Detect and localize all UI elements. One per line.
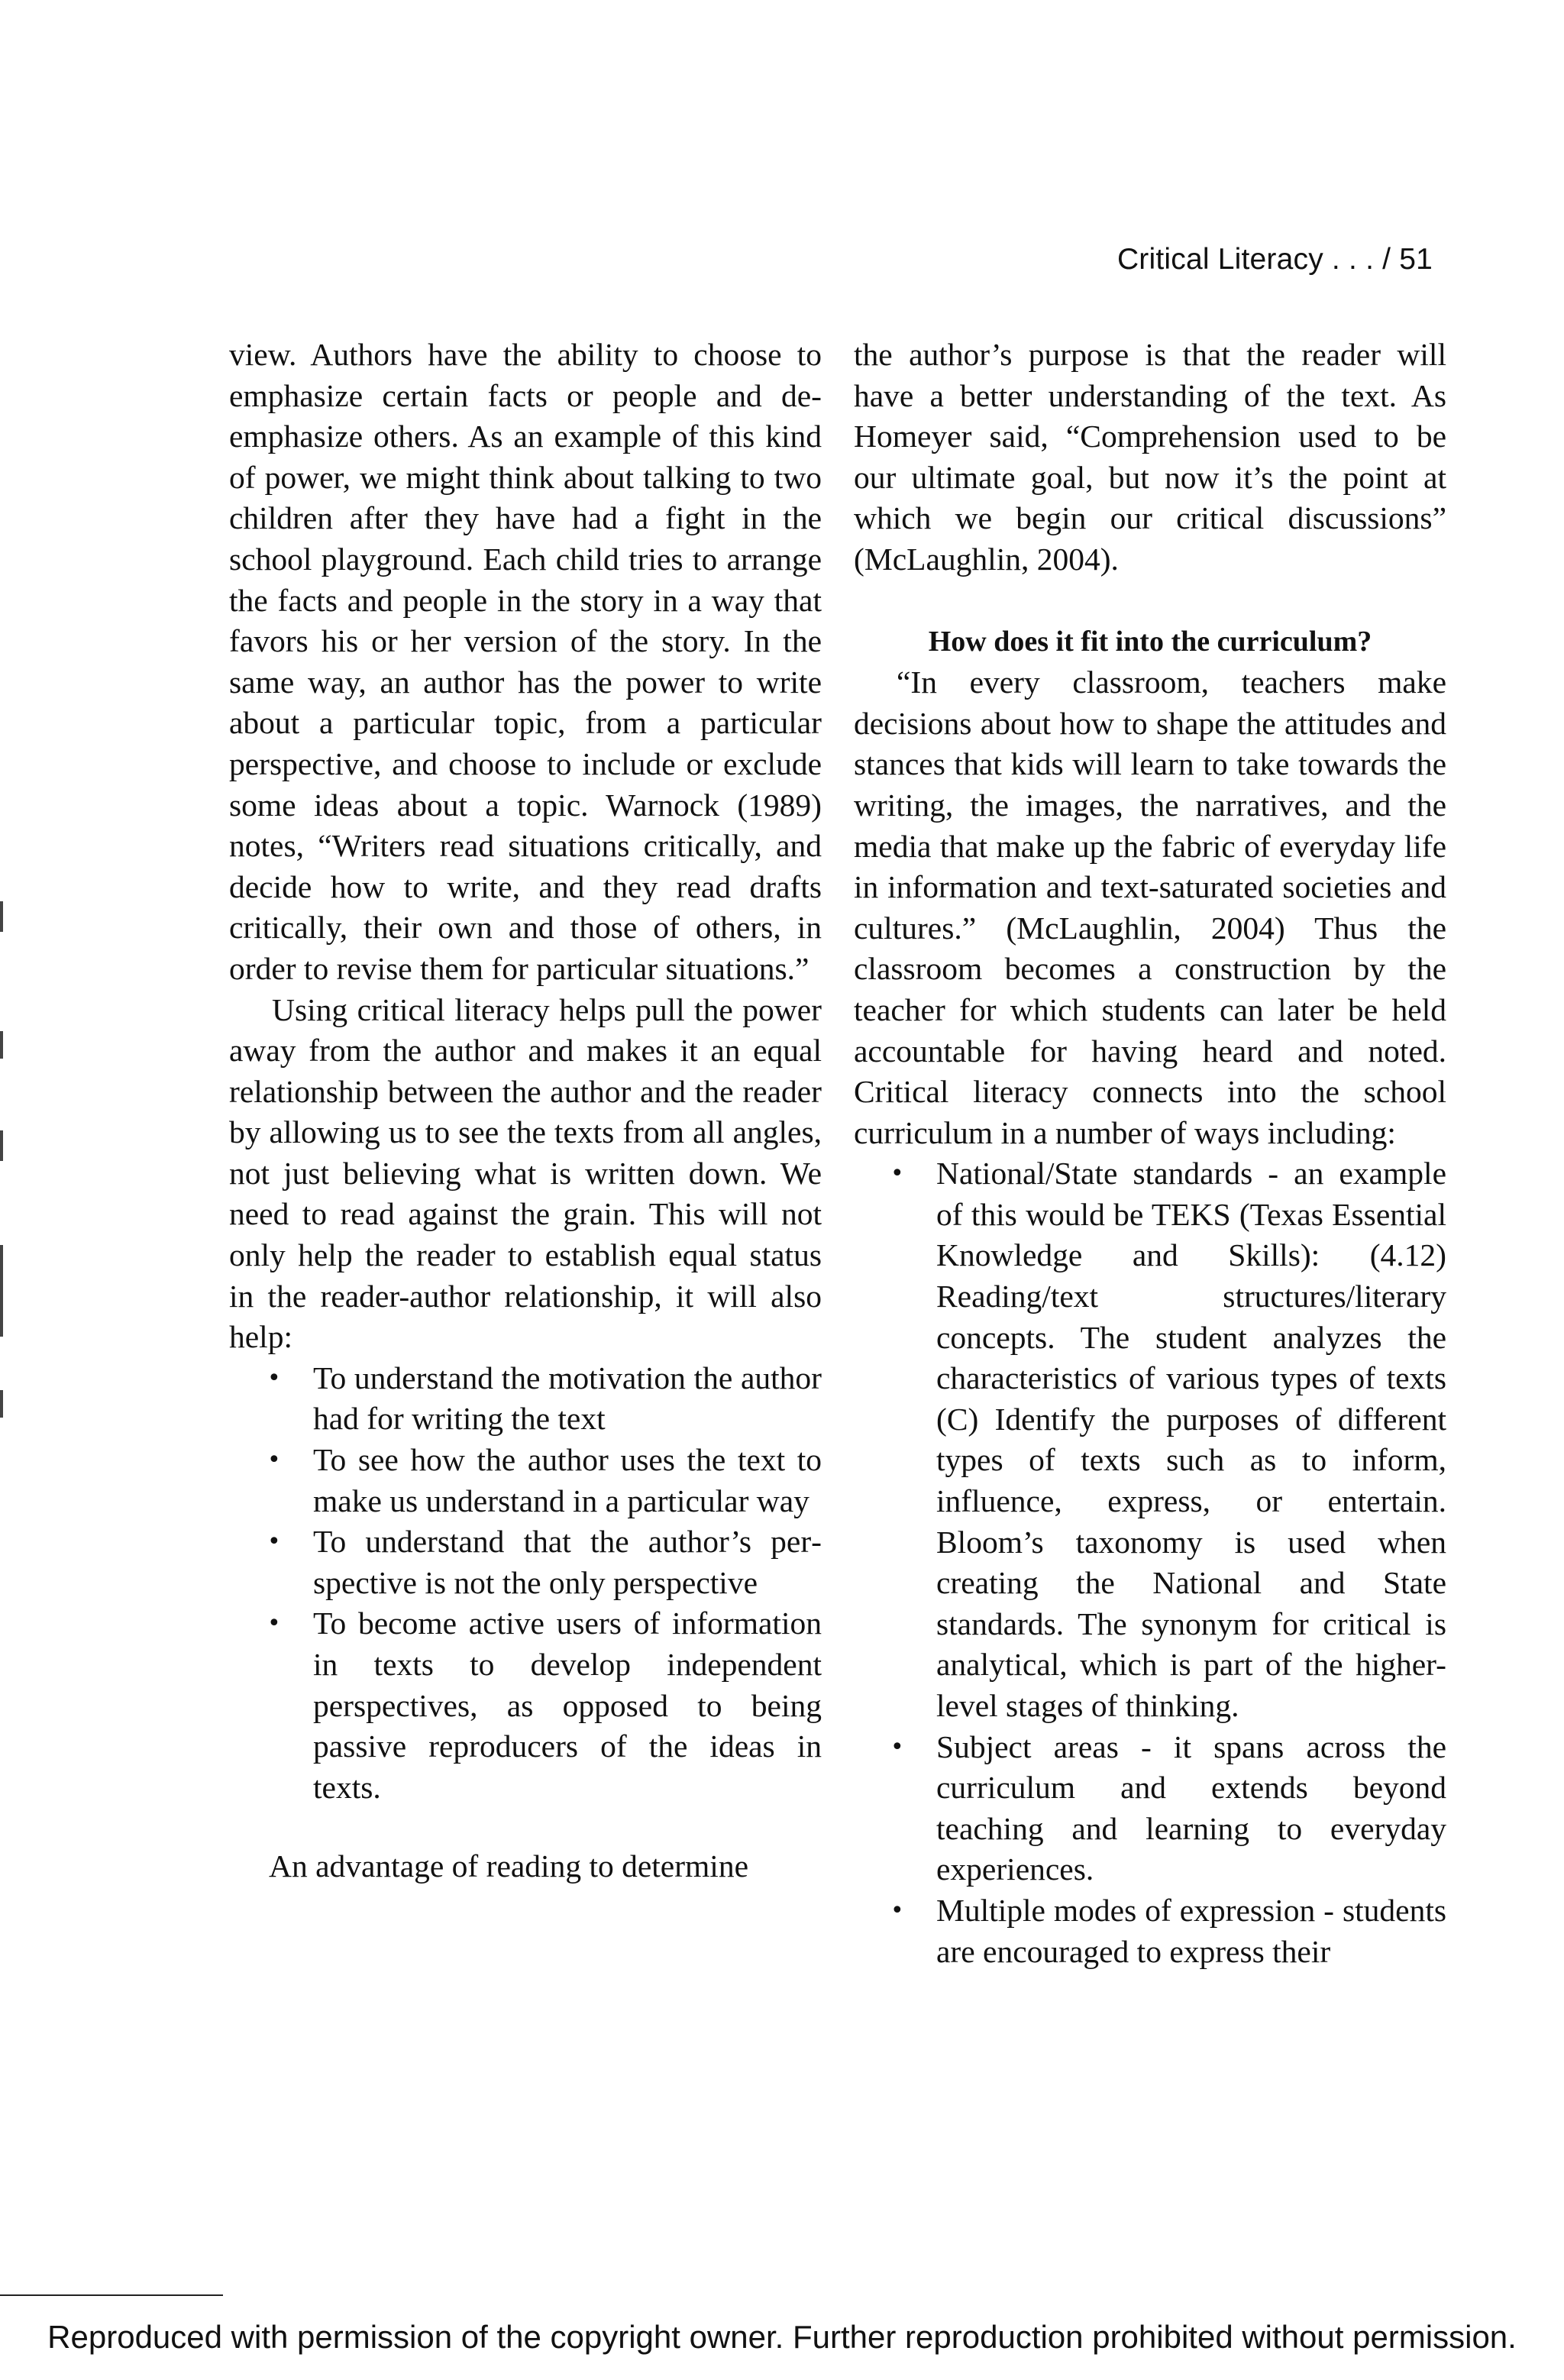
left-paragraph-1: view. Authors have the ability to choose to emphasize certain facts or people and deemphasize others. As an example of this kind of power, we might think about talking to two children after they have had a fight in the school playground. Each child tries to arrange the facts and people in the story in a way that favors his or her version of the story. In the same way, an author has the power to write about a particular topic, from a particular perspective, and choose to include or exclude some ideas about a topic. Warnock (1989) notes, “Writers read situations critically, and decide how to write, and they read drafts critically, their own and those of others, in order to revise them for particular situations.” bbox=[229, 337, 822, 986]
scan-mark bbox=[0, 1130, 3, 1161]
left-closing-line: An advantage of reading to determine bbox=[269, 1848, 749, 1884]
left-bullet-item bbox=[267, 1358, 822, 1440]
left-bullet-item bbox=[267, 1603, 822, 1808]
left-bullet-text: To see how the author uses the text to make us understand in a particular way bbox=[313, 1442, 822, 1518]
footer-rule bbox=[0, 2294, 223, 2296]
left-paragraph-2: Using critical literacy helps pull the power away from the author and makes it an equal relationship between the author and the reader by allowing us to see the texts from all angles, not just believing what is written down. We need to read against the grain. This will not only help the reader to establish equal status in the reader-author relationship, it will also help: bbox=[229, 991, 822, 1355]
right-bullet-text: Multiple modes of expression - students are encouraged to express their bbox=[936, 1892, 1446, 1969]
scan-mark bbox=[0, 1031, 3, 1059]
scan-mark bbox=[0, 1390, 3, 1418]
right-bullet-text: Subject areas - it spans across the curriculum and extends beyond teaching and learning to everyday experiences. bbox=[936, 1728, 1446, 1887]
bullet-icon: • bbox=[890, 1160, 904, 1188]
section-heading: How does it fit into the curriculum? bbox=[928, 625, 1372, 658]
scan-edge-marks bbox=[0, 901, 5, 1512]
left-bullet-list bbox=[229, 1358, 822, 1809]
right-column bbox=[854, 335, 1446, 1972]
left-bullet-item bbox=[267, 1440, 822, 1521]
bullet-icon: • bbox=[890, 1897, 904, 1924]
right-bullet-item bbox=[890, 1727, 1446, 1890]
right-bullet-item bbox=[890, 1153, 1446, 1726]
right-bullet-list bbox=[854, 1153, 1446, 1972]
left-bullet-text: To understand the motivation the author had for writing the text bbox=[313, 1360, 822, 1437]
running-head: Critical Literacy . . . / 51 bbox=[1116, 243, 1433, 276]
left-bullet-text: To become active users of information in texts to develop independent perspectives, as opposed to being passive reproducers of the ideas in texts. bbox=[313, 1606, 822, 1805]
left-bullet-item bbox=[267, 1521, 822, 1603]
bullet-icon: • bbox=[890, 1733, 904, 1761]
right-bullet-item bbox=[890, 1890, 1446, 1972]
bullet-icon: • bbox=[267, 1528, 281, 1556]
right-paragraph-1: the author’s purpose is that the reader will have a better understanding of the text. As Homeyer said, “Comprehension used to be our ultimate goal, but now it’s the point at which we begin our critical discussions” (McLaughlin, 2004). bbox=[854, 337, 1446, 577]
right-paragraph-2: “In every classroom, teachers make decisions about how to shape the attitudes and stances that kids will learn to take towards the writing, the images, the narratives, and the media that make up the fabric of everyday life in information and text-saturated societies and cultures.” (McLaughlin, 2004) Thus the classroom becomes a construction by the teacher for which students can later be held accountable for having heard and noted. Critical literacy connects into the school curriculum in a number of ways including: bbox=[854, 665, 1446, 1150]
bullet-icon: • bbox=[267, 1610, 281, 1638]
scan-mark bbox=[0, 901, 3, 932]
left-column bbox=[229, 335, 822, 1887]
scan-mark bbox=[0, 1245, 3, 1337]
bullet-icon: • bbox=[267, 1447, 281, 1474]
copyright-notice: Reproduced with permission of the copyright owner. Further reproduction prohibited without permission. bbox=[47, 2319, 1517, 2355]
left-bullet-text: To understand that the author’s perspective is not the only perspective bbox=[313, 1524, 822, 1600]
right-bullet-text: National/State standards - an example of this would be TEKS (Texas Essential Knowledge and Skills): (4.12) Reading/text structures/literary concepts. The student analyzes the characteristics of various types of texts (C) Identify the purposes of different types of texts such as to inform, influence, express, or entertain. Bloom’s taxonomy is used when creating the National and State standards. The synonym for critical is analytical, which is part of the higher-level stages of thinking. bbox=[936, 1156, 1446, 1723]
bullet-icon: • bbox=[267, 1364, 281, 1392]
